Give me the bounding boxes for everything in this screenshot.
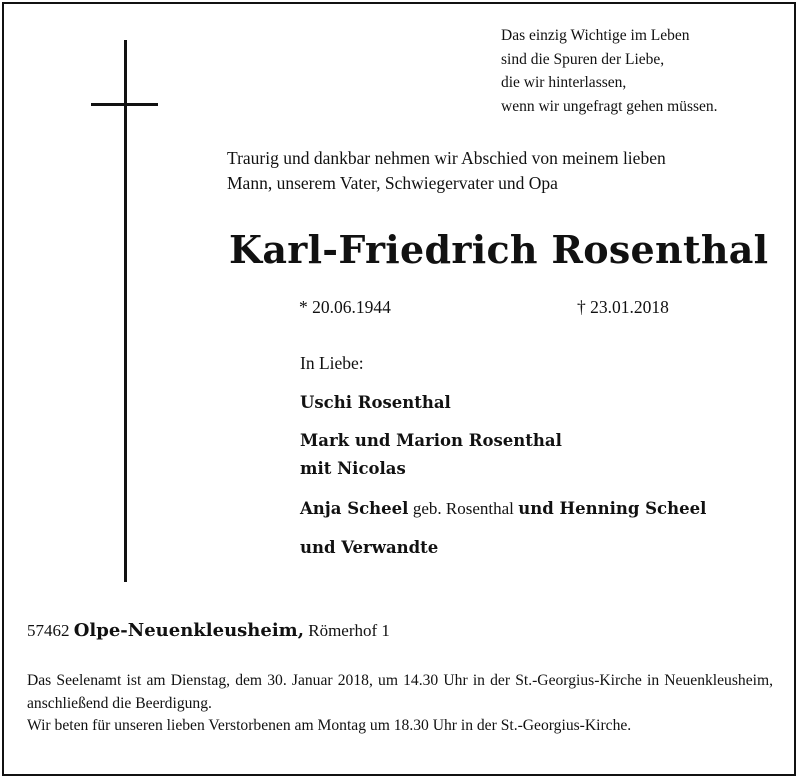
family-heading: In Liebe: xyxy=(300,353,364,373)
cross-icon xyxy=(124,40,127,582)
family-child1: Mark und Marion Rosenthal xyxy=(300,431,562,450)
family-child2 xyxy=(300,498,706,519)
address-zip: 57462 xyxy=(27,621,70,640)
poem xyxy=(501,24,718,118)
family-child2-maiden: geb. Rosenthal xyxy=(412,499,514,518)
address-street: Römerhof 1 xyxy=(308,621,390,640)
family-spouse: Uschi Rosenthal xyxy=(300,393,451,412)
service-info xyxy=(27,670,773,738)
family-child2-name: Anja Scheel xyxy=(300,499,409,518)
poem-line: sind die Spuren der Liebe, xyxy=(501,50,665,68)
poem-line: Das einzig Wichtige im Leben xyxy=(501,27,690,44)
poem-line: wenn wir ungefragt gehen müssen. xyxy=(501,97,718,115)
service-prayer: Wir beten für unseren lieben Verstorbenen am Montag um 18.30 Uhr in der St.-Georgius-Kirche. xyxy=(27,717,632,734)
intro-line: Mann, unserem Vater, Schwiegervater und Opa xyxy=(227,172,558,193)
family-child2-partner: und Henning Scheel xyxy=(518,499,707,518)
address xyxy=(27,620,390,641)
family-relatives: und Verwandte xyxy=(300,538,439,557)
birth-date: * 20.06.1944 xyxy=(299,297,391,317)
address-place: Olpe-Neuenkleusheim, xyxy=(73,620,304,641)
deceased-name: Karl-Friedrich Rosenthal xyxy=(229,227,769,272)
service-funeral: Das Seelenamt ist am Dienstag, dem 30. Januar 2018, um 14.30 Uhr in der St.-Georgius-Kirche in Neuenkleusheim, anschließend die Beerdigung. xyxy=(27,672,773,712)
intro-text xyxy=(227,146,666,195)
notice-border xyxy=(2,2,796,776)
family-child1-grandchild: mit Nicolas xyxy=(300,459,406,478)
death-date: † 23.01.2018 xyxy=(577,297,669,317)
intro-line: Traurig und dankbar nehmen wir Abschied von meinem lieben xyxy=(227,148,666,168)
poem-line: die wir hinterlassen, xyxy=(501,74,627,91)
cross-icon-bar xyxy=(91,103,158,106)
